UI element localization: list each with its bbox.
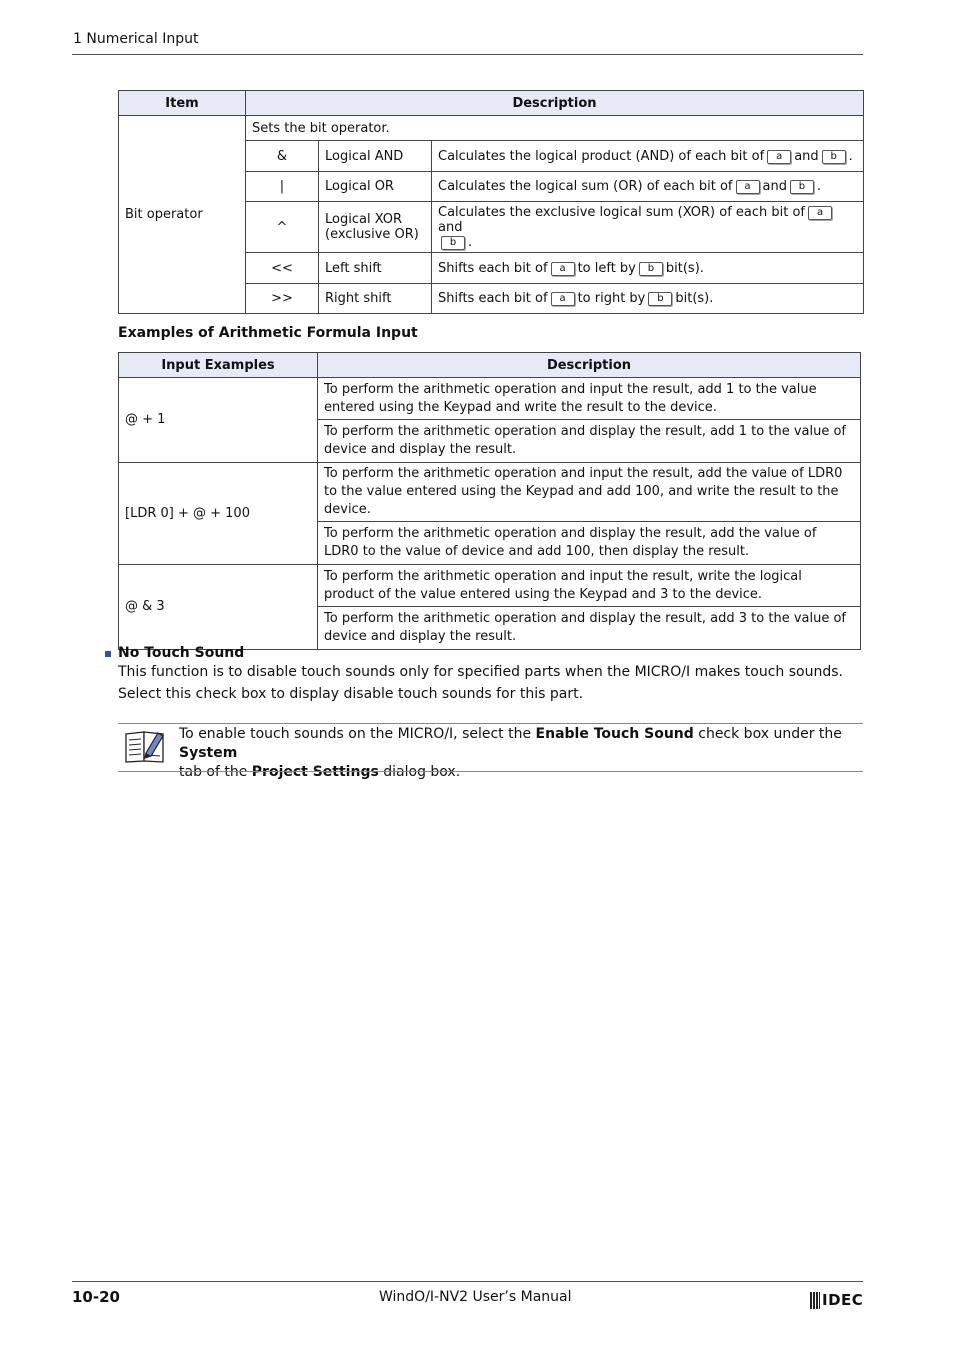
page-number: 10-20 [72,1288,120,1306]
operator-name: Logical AND [319,141,432,172]
table-row [119,378,861,420]
no-touch-sound-instruction: Select this check box to display disable touch sounds for this part. [118,686,584,702]
column-header-description: Description [246,91,864,116]
input-example: @ + 1 [119,378,318,463]
logo-mark-icon [810,1292,820,1309]
key-b-icon: b [639,262,663,276]
bit-operator-table [118,90,864,314]
example-description: To perform the arithmetic operation and display the result, add 1 to the value of device and display the result. [318,420,861,463]
operator-name: Right shift [319,284,432,314]
operator-name: Left shift [319,253,432,284]
operator-symbol: & [246,141,319,172]
operator-symbol: ^ [246,202,319,253]
column-header-description: Description [318,353,861,378]
key-b-icon: b [822,150,846,164]
note-divider-top [118,723,863,724]
example-description: To perform the arithmetic operation and input the result, add the value of LDR0 to the value entered using the Keypad and add 100, and write the result to the device. [318,463,861,522]
no-touch-sound-heading: No Touch Sound [118,645,245,661]
key-b-icon: b [790,180,814,194]
bullet-square-icon [105,651,111,657]
examples-table [118,352,861,650]
operator-description: Calculates the logical product (AND) of each bit of a and b . [432,141,864,172]
input-example: [LDR 0] + @ + 100 [119,463,318,565]
footer-divider [72,1281,863,1282]
no-touch-sound-description: This function is to disable touch sounds only for specified parts when the MICRO/I makes touch sounds. [118,664,843,680]
note-pencil-icon [124,728,166,764]
item-cell: Bit operator [119,116,246,314]
column-header-item: Item [119,91,246,116]
example-description: To perform the arithmetic operation and display the result, add the value of LDR0 to the value of device and add 100, then display the result. [318,522,861,565]
key-a-icon: a [736,180,760,194]
example-description: To perform the arithmetic operation and input the result, write the logical product of the value entered using the Keypad and 3 to the device. [318,565,861,607]
column-header-input-examples: Input Examples [119,353,318,378]
idec-logo [810,1291,863,1309]
operator-description: Calculates the exclusive logical sum (XOR) of each bit of aand b . [432,202,864,253]
operator-symbol: << [246,253,319,284]
operator-description: Shifts each bit of a to right by b bit(s). [432,284,864,314]
input-example: @ & 3 [119,565,318,650]
example-description: To perform the arithmetic operation and input the result, add 1 to the value entered using the Keypad and write the result to the device. [318,378,861,420]
operator-description: Shifts each bit of a to left by b bit(s). [432,253,864,284]
manual-title: WindO/I-NV2 User’s Manual [379,1289,572,1305]
header-divider [72,54,863,55]
key-b-icon: b [648,292,672,306]
operator-name: Logical OR [319,172,432,202]
operator-symbol: >> [246,284,319,314]
key-a-icon: a [767,150,791,164]
note-divider-bottom [118,771,863,772]
example-description: To perform the arithmetic operation and display the result, add 3 to the value of device and display the result. [318,607,861,650]
operator-description: Calculates the logical sum (OR) of each bit of a and b . [432,172,864,202]
logo-text: IDEC [822,1291,864,1309]
key-b-icon: b [441,236,465,250]
key-a-icon: a [808,206,832,220]
key-a-icon: a [551,262,575,276]
table-row [119,565,861,607]
operator-name: Logical XOR (exclusive OR) [319,202,432,253]
intro-cell: Sets the bit operator. [246,116,864,141]
table-row [119,463,861,522]
note-text: To enable touch sounds on the MICRO/I, select the Enable Touch Sound check box under the System tab of the Project Settings dialog box. [179,726,842,780]
key-a-icon: a [551,292,575,306]
operator-symbol: | [246,172,319,202]
section-title: 1 Numerical Input [73,31,199,47]
examples-heading: Examples of Arithmetic Formula Input [118,325,418,341]
